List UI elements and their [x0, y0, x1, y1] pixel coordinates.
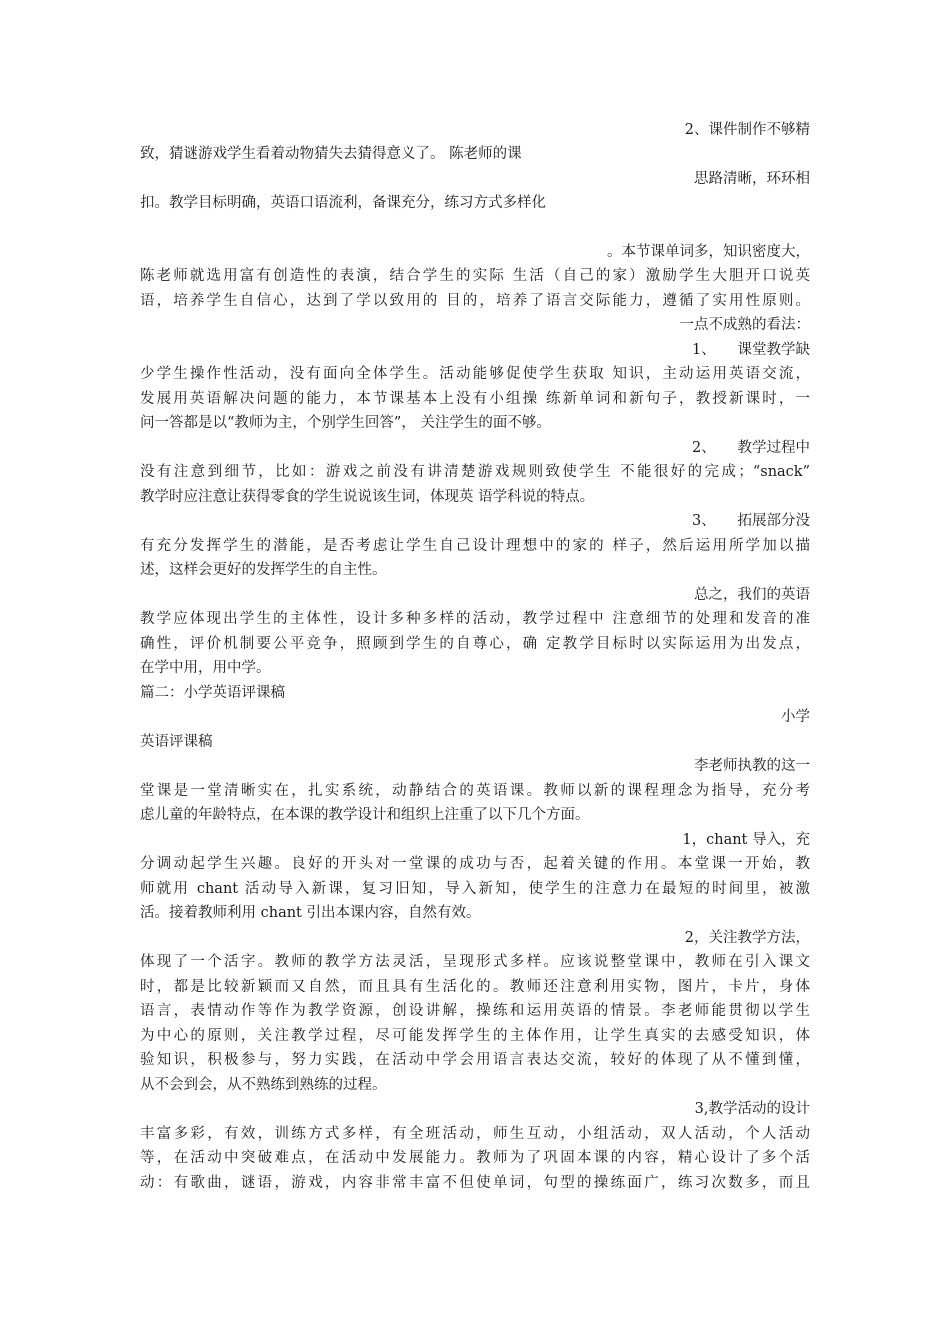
text-line: 从不会到会，从不熟练到熟练的过程。	[140, 1077, 387, 1093]
text-line: 教学应体现出学生的主体性，设计多种多样的活动，教学过程中 注意细节的处理和发音的准	[140, 611, 810, 627]
text-line: 1，chant 导入，充	[682, 832, 810, 848]
text-line: 致，猜谜游戏学生看着动物猜失去猜得意义了。 陈老师的课	[140, 146, 522, 162]
text-line: 活。接着教师利用 chant 引出本课内容，自然有效。	[140, 905, 481, 921]
text-line: 时，都是比较新颖而又自然，而且具有生活化的。教师还注意利用实物，图片，卡片，身体	[140, 979, 810, 995]
text-line: 动：有歌曲，谜语，游戏，内容非常丰富不但使单词，句型的操练面广，练习次数多，而且	[140, 1175, 810, 1191]
text-line: 验知识，积极参与，努力实践，在活动中学会用语言表达交流，较好的体现了从不懂到懂，	[140, 1052, 810, 1068]
text-line: 为中心的原则，关注教学过程，尽可能发挥学生的主体作用，让学生真实的去感受知识，体	[140, 1028, 810, 1044]
text-line: 有充分发挥学生的潜能，是否考虑让学生自己设计理想中的家的 样子，然后运用所学加以描	[140, 538, 810, 554]
text-line: 体现了一个活字。教师的教学方法灵活，呈现形式多样。应该说整堂课中，教师在引入课文	[140, 954, 810, 970]
text-line: 没有注意到细节，比如：游戏之前没有讲清楚游戏规则致使学生 不能很好的完成；“snack”	[140, 464, 810, 480]
text-line: 在学中用，用中学。	[140, 660, 271, 676]
text-line: 3、 拓展部分没	[692, 513, 810, 529]
text-line: 问一答都是以“教师为主，个别学生回答”， 关注学生的面不够。	[140, 415, 551, 431]
text-line: 陈老师就选用富有创造性的表演，结合学生的实际 生活（自己的家）激励学生大胆开口说英	[140, 268, 810, 284]
text-line: 2、课件制作不够精	[684, 122, 810, 138]
text-line: 英语评课稿	[140, 734, 213, 750]
text-line: 述，这样会更好的发挥学生的自主性。	[140, 562, 387, 578]
text-line: 分调动起学生兴趣。良好的开头对一堂课的成功与否，起着关键的作用。本堂课一开始，教	[140, 856, 810, 872]
section-heading: 篇二：小学英语评课稿	[140, 685, 285, 701]
text-line: 少学生操作性活动，没有面向全体学生。活动能够促使学生获取 知识，主动运用英语交流，	[140, 366, 810, 382]
text-line: 一点不成熟的看法：	[679, 317, 810, 333]
text-line: 确性，评价机制要公平竞争，照顾到学生的自尊心，确 定教学目标时以实际运用为出发点，	[140, 636, 810, 652]
text-line: 小学	[781, 709, 810, 725]
text-line: 1、 课堂教学缺	[692, 342, 810, 358]
text-line: 发展用英语解决问题的能力，本节课基本上没有小组操 练新单词和新句子，教授新课时，一	[140, 391, 810, 407]
text-line: 扣。教学目标明确，英语口语流利，备课充分，练习方式多样化	[140, 195, 546, 211]
text-line: 思路清晰，环环相	[694, 171, 810, 187]
text-line: 丰富多彩，有效，训练方式多样，有全班活动，师生互动，小组活动，双人活动，个人活动	[140, 1126, 810, 1142]
text-line: 3,教学活动的设计	[694, 1101, 810, 1117]
text-line: 2、 教学过程中	[692, 440, 810, 456]
text-line: 等，在活动中突破难点，在活动中发展能力。教师为了巩固本课的内容，精心设计了多个活	[140, 1150, 810, 1166]
text-line: 。本节课单词多，知识密度大，	[607, 244, 810, 260]
text-line: 师就用 chant 活动导入新课，复习旧知，导入新知，使学生的注意力在最短的时间里，被激	[140, 881, 810, 897]
text-line: 教学时应注意让获得零食的学生说说该生词，体现英 语学科说的特点。	[140, 489, 595, 505]
text-line: 语，培养学生自信心，达到了学以致用的 目的，培养了语言交际能力，遵循了实用性原则。	[140, 293, 810, 309]
text-line: 2，关注教学方法，	[684, 930, 810, 946]
text-line: 总之，我们的英语	[694, 587, 810, 603]
text-line: 堂课是一堂清晰实在，扎实系统，动静结合的英语课。教师以新的课程理念为指导，充分考	[140, 783, 810, 799]
text-line: 李老师执教的这一	[694, 758, 810, 774]
text-line: 虑儿童的年龄特点，在本课的教学设计和组织上注重了以下几个方面。	[140, 807, 590, 823]
text-line: 语言，表情动作等作为教学资源，创设讲解，操练和运用英语的情景。李老师能贯彻以学生	[140, 1003, 810, 1019]
